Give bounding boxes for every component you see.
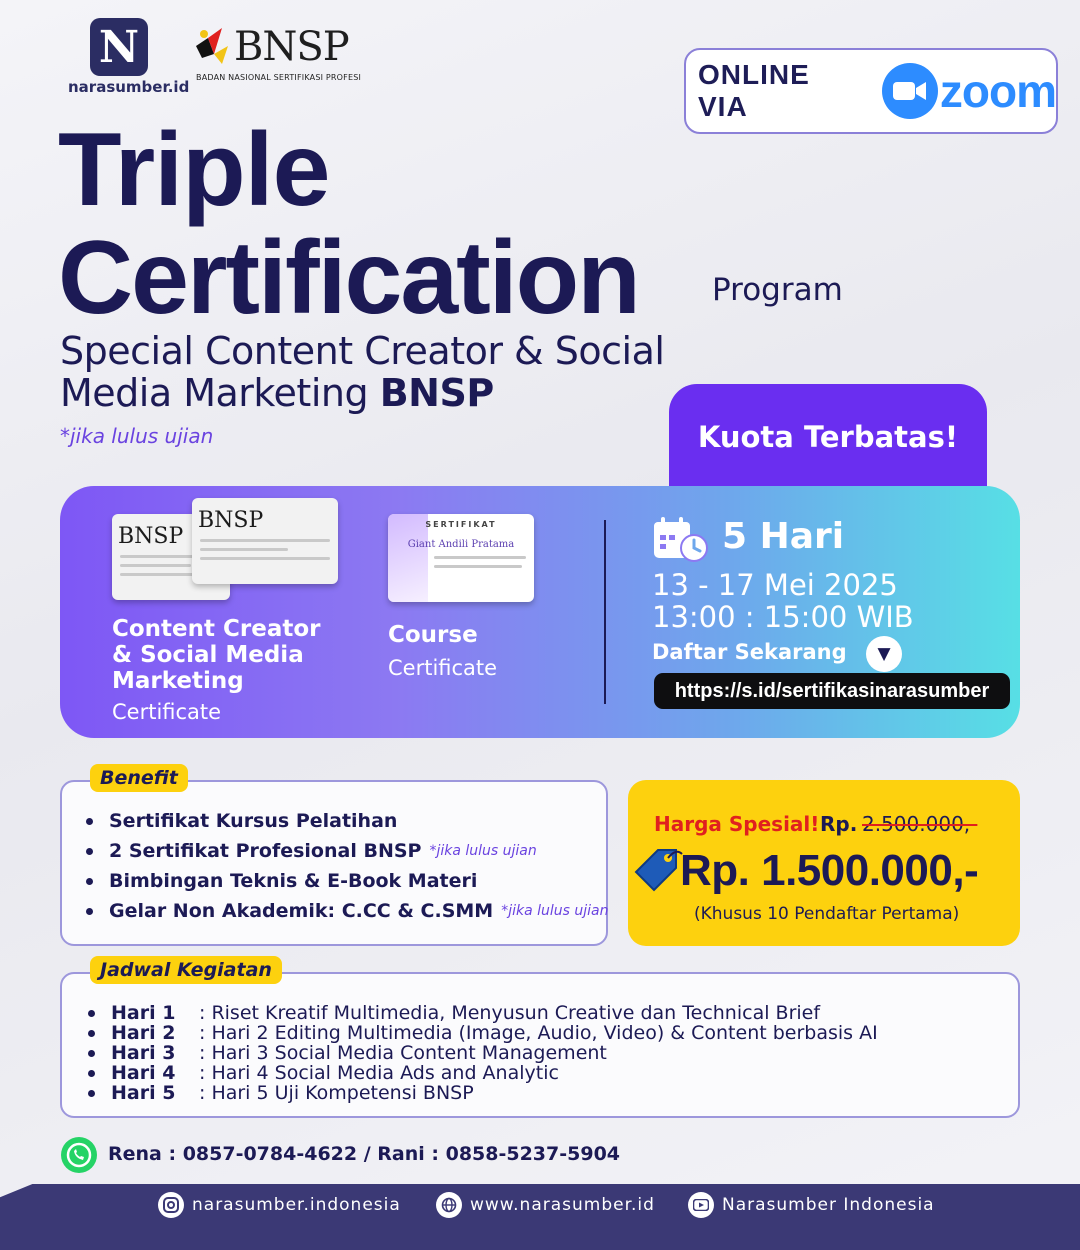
price-tag-icon (632, 846, 684, 894)
certificate-line (200, 539, 330, 542)
bullet-icon (88, 1090, 95, 1097)
footer-instagram[interactable] (158, 1192, 401, 1218)
instagram-icon (158, 1192, 184, 1218)
schedule-activity: : Riset Kreatif Multimedia, Menyusun Creative dan Technical Brief (199, 1002, 821, 1024)
price-note: (Khusus 10 Pendaftar Pertama) (694, 904, 960, 924)
bullet-icon (88, 1050, 95, 1057)
footer-website-label: www.narasumber.id (470, 1195, 655, 1215)
contact-numbers: Rena : 0857-0784-4622 / Rani : 0858-5237-5904 (108, 1143, 621, 1165)
bullet-icon (88, 1010, 95, 1017)
hero-subtitle (60, 330, 760, 414)
event-time: 13:00 : 15:00 WIB (652, 600, 914, 634)
footer-youtube-label: Narasumber Indonesia (722, 1195, 935, 1215)
benefit-tag: Benefit (90, 764, 188, 792)
hero-title-line2: Certification (58, 220, 639, 336)
benefit-item-note: *jika lulus ujian (429, 843, 537, 859)
certificate-line (434, 556, 526, 559)
price-new-value: Rp. 1.500.000,- (680, 846, 979, 895)
youtube-icon (688, 1192, 714, 1218)
schedule-day: Hari 5 (111, 1082, 176, 1104)
online-via-zoom-badge (684, 48, 1058, 134)
price-special-label: Harga Spesial! (654, 812, 820, 836)
price-old-value: 2.500.000,- (862, 812, 978, 836)
certificate-line (434, 565, 522, 568)
price-old-prefix: Rp. (820, 812, 858, 836)
benefit-item (86, 836, 609, 866)
hero-subtitle-main: Special Content Creator & Social Media Marketing (60, 329, 665, 415)
bullet-icon (86, 818, 93, 825)
bullet-icon (86, 878, 93, 885)
benefit-item-text: Bimbingan Teknis & E-Book Materi (109, 870, 478, 892)
bnsp-subtitle: BADAN NASIONAL SERTIFIKASI PROFESI (196, 73, 362, 82)
registration-link[interactable]: https://s.id/sertifikasinarasumber (654, 673, 1010, 709)
footer-website[interactable] (436, 1192, 655, 1218)
schedule-item (88, 1063, 878, 1083)
benefit-item-text: Sertifikat Kursus Pelatihan (109, 810, 398, 832)
bullet-icon (86, 908, 93, 915)
bnsp-certificate-subtitle: Certificate (112, 700, 222, 724)
schedule-item (88, 1083, 878, 1103)
bnsp-emblem-icon (192, 24, 232, 68)
bnsp-certificate-card-title: BNSP (198, 508, 264, 533)
schedule-activity: : Hari 3 Social Media Content Management (199, 1042, 607, 1064)
hero-subtitle-bold: BNSP (379, 371, 494, 415)
schedule-day: Hari 4 (111, 1062, 176, 1084)
whatsapp-icon[interactable] (60, 1136, 98, 1174)
online-via-label: ONLINE VIA (698, 59, 810, 122)
banner-divider (604, 520, 606, 704)
register-cta-label: Daftar Sekarang (652, 640, 847, 664)
zoom-logo (882, 63, 1056, 119)
course-certificate-card-name: Giant Andili Pratama (407, 539, 515, 550)
hero-title-line1: Triple (58, 112, 330, 228)
bnsp-certificate-image-front (192, 498, 338, 584)
globe-icon (436, 1192, 462, 1218)
schedule-activity: : Hari 5 Uji Kompetensi BNSP (199, 1082, 474, 1104)
benefit-item (86, 806, 609, 836)
bnsp-certificate-card-title: BNSP (118, 524, 184, 549)
narasumber-logo-icon: N (90, 18, 148, 76)
schedule-activity: : Hari 2 Editing Multimedia (Image, Audio, Video) & Content berbasis AI (199, 1022, 878, 1044)
narasumber-logo-text: narasumber.id (68, 78, 190, 96)
bullet-icon (86, 848, 93, 855)
bnsp-wordmark: BNSP (234, 24, 349, 70)
hero-title-suffix: Program (712, 272, 843, 308)
certificate-line (120, 564, 191, 567)
schedule-day: Hari 2 (111, 1022, 176, 1044)
bullet-icon (88, 1030, 95, 1037)
schedule-item (88, 1043, 878, 1063)
benefit-item-text: 2 Sertifikat Profesional BNSP (109, 840, 422, 862)
benefit-item (86, 866, 609, 896)
bullet-icon (88, 1070, 95, 1077)
footer-youtube[interactable] (688, 1192, 935, 1218)
schedule-list (88, 1003, 878, 1103)
course-certificate-subtitle: Certificate (388, 656, 498, 680)
zoom-camera-icon (882, 63, 938, 119)
benefit-item-text: Gelar Non Akademik: C.CC & C.SMM (109, 900, 494, 922)
bnsp-certificate-title: Content Creator & Social Media Marketing (112, 616, 321, 694)
schedule-tag: Jadwal Kegiatan (90, 956, 282, 984)
calendar-clock-icon (652, 516, 708, 562)
hero-note: *jika lulus ujian (60, 424, 214, 448)
schedule-activity: : Hari 4 Social Media Ads and Analytic (199, 1062, 559, 1084)
benefit-item-note: *jika lulus ujian (501, 903, 609, 919)
duration-days: 5 Hari (722, 516, 845, 557)
schedule-day: Hari 3 (111, 1042, 176, 1064)
course-certificate-title: Course (388, 622, 478, 648)
zoom-wordmark: zoom (939, 65, 1056, 117)
schedule-item (88, 1003, 878, 1023)
schedule-day: Hari 1 (111, 1002, 176, 1024)
benefit-list (86, 806, 609, 926)
course-certificate-card-head: SERTIFIKAT (425, 520, 497, 529)
kuota-terbatas-tab: Kuota Terbatas! (669, 384, 987, 494)
course-certificate-image (388, 514, 534, 602)
schedule-item (88, 1023, 878, 1043)
chevron-down-icon: ▼ (866, 636, 902, 672)
certificate-line (200, 548, 288, 551)
event-date: 13 - 17 Mei 2025 (652, 568, 898, 602)
certificate-line (200, 557, 330, 560)
benefit-item (86, 896, 609, 926)
footer-instagram-label: narasumber.indonesia (192, 1195, 401, 1215)
